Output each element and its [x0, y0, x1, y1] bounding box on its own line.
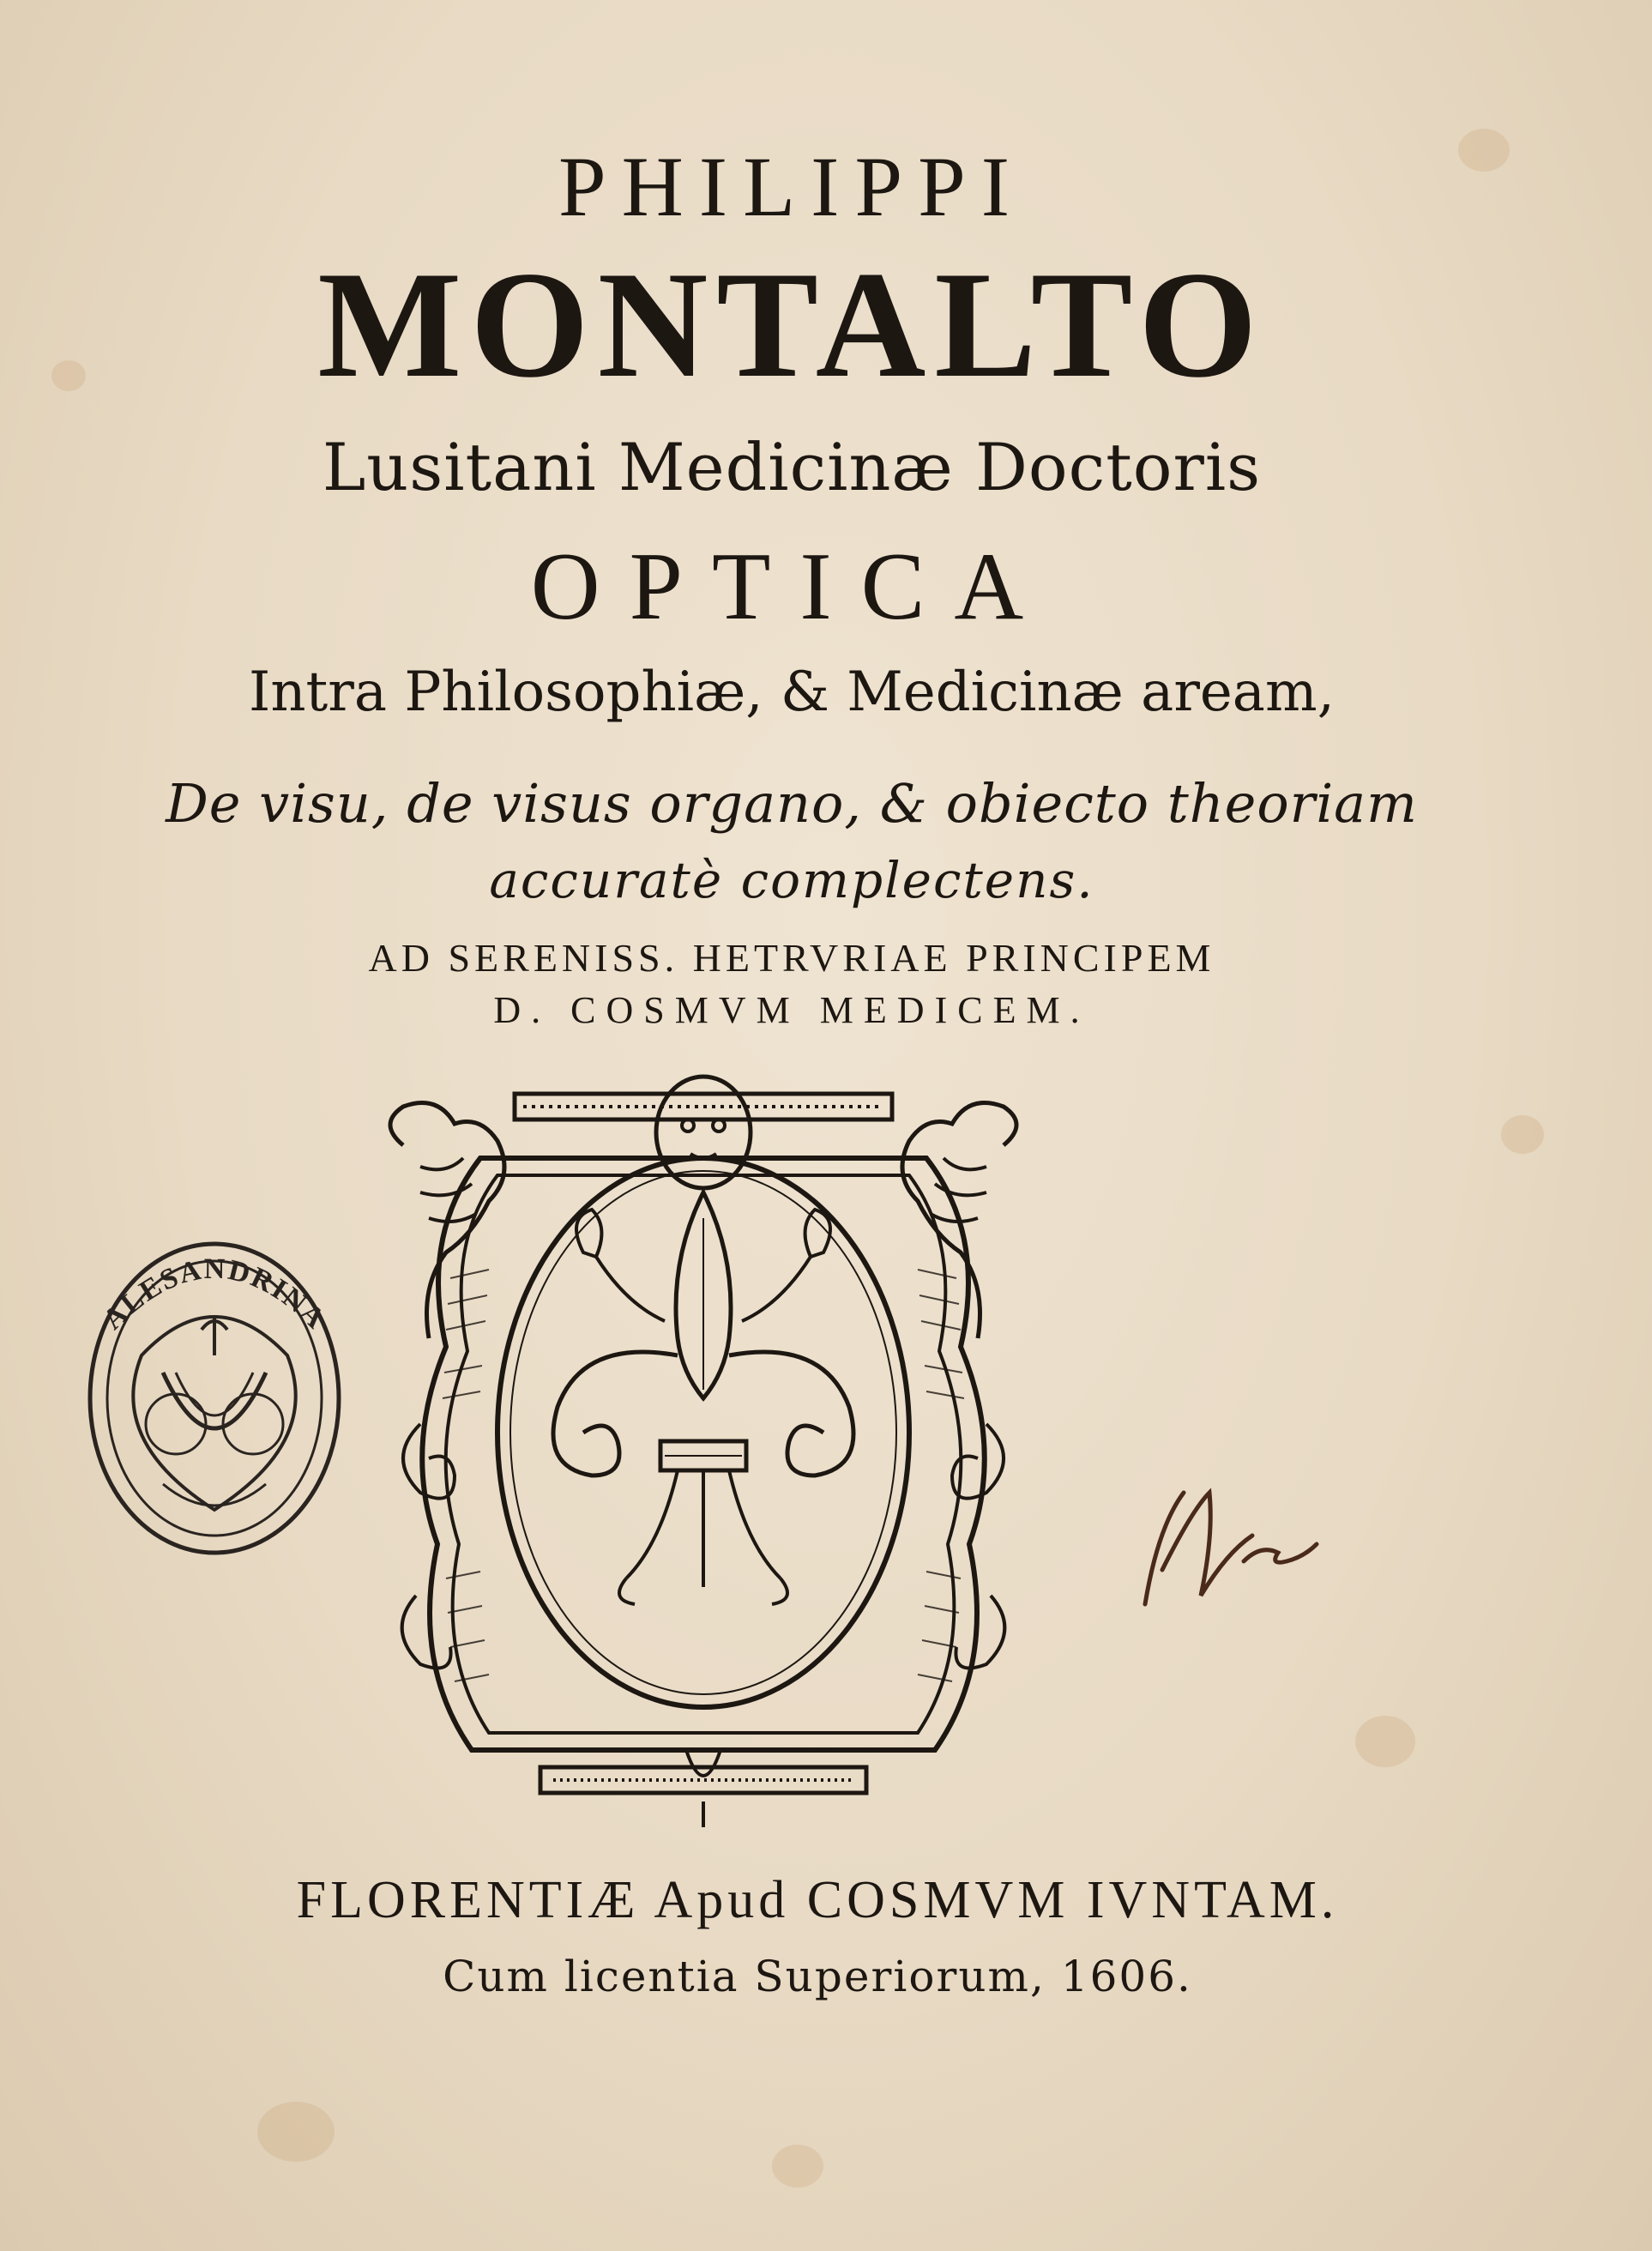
imprint-line-1: FLORENTIÆ Apud COSMVM IVNTAM.: [296, 1871, 1339, 1929]
manuscript-mark: [1132, 1476, 1329, 1630]
printer-device-woodcut: [369, 1064, 1038, 1836]
description-line-2: accuratè complectens.: [489, 851, 1094, 909]
dedication-line-2: D. COSMVM MEDICEM.: [493, 989, 1090, 1031]
ownership-stamp: [81, 1227, 347, 1561]
author-given-name: PHILIPPI: [558, 139, 1026, 234]
dedication-line-1: AD SERENISS. HETRVRIAE PRINCIPEM: [368, 936, 1215, 980]
foxing-spot: [1355, 1716, 1415, 1767]
book-subtitle: Intra Philosophiæ, & Medicinæ aream,: [249, 661, 1335, 724]
author-description: Lusitani Medicinæ Doctoris: [322, 429, 1262, 505]
book-title: OPTICA: [530, 534, 1053, 640]
author-family-name: MONTALTO: [317, 239, 1266, 409]
foxing-spot: [772, 2145, 823, 2188]
description-line-1: De visu, de visus organo, & obiecto theoriam: [166, 772, 1418, 835]
stamp-text: ALESANDRINA: [97, 1252, 332, 1337]
foxing-spot: [257, 2102, 335, 2162]
foxing-spot: [1501, 1115, 1544, 1154]
imprint-line-2: Cum licentia Superiorum, 1606.: [443, 1952, 1192, 2001]
